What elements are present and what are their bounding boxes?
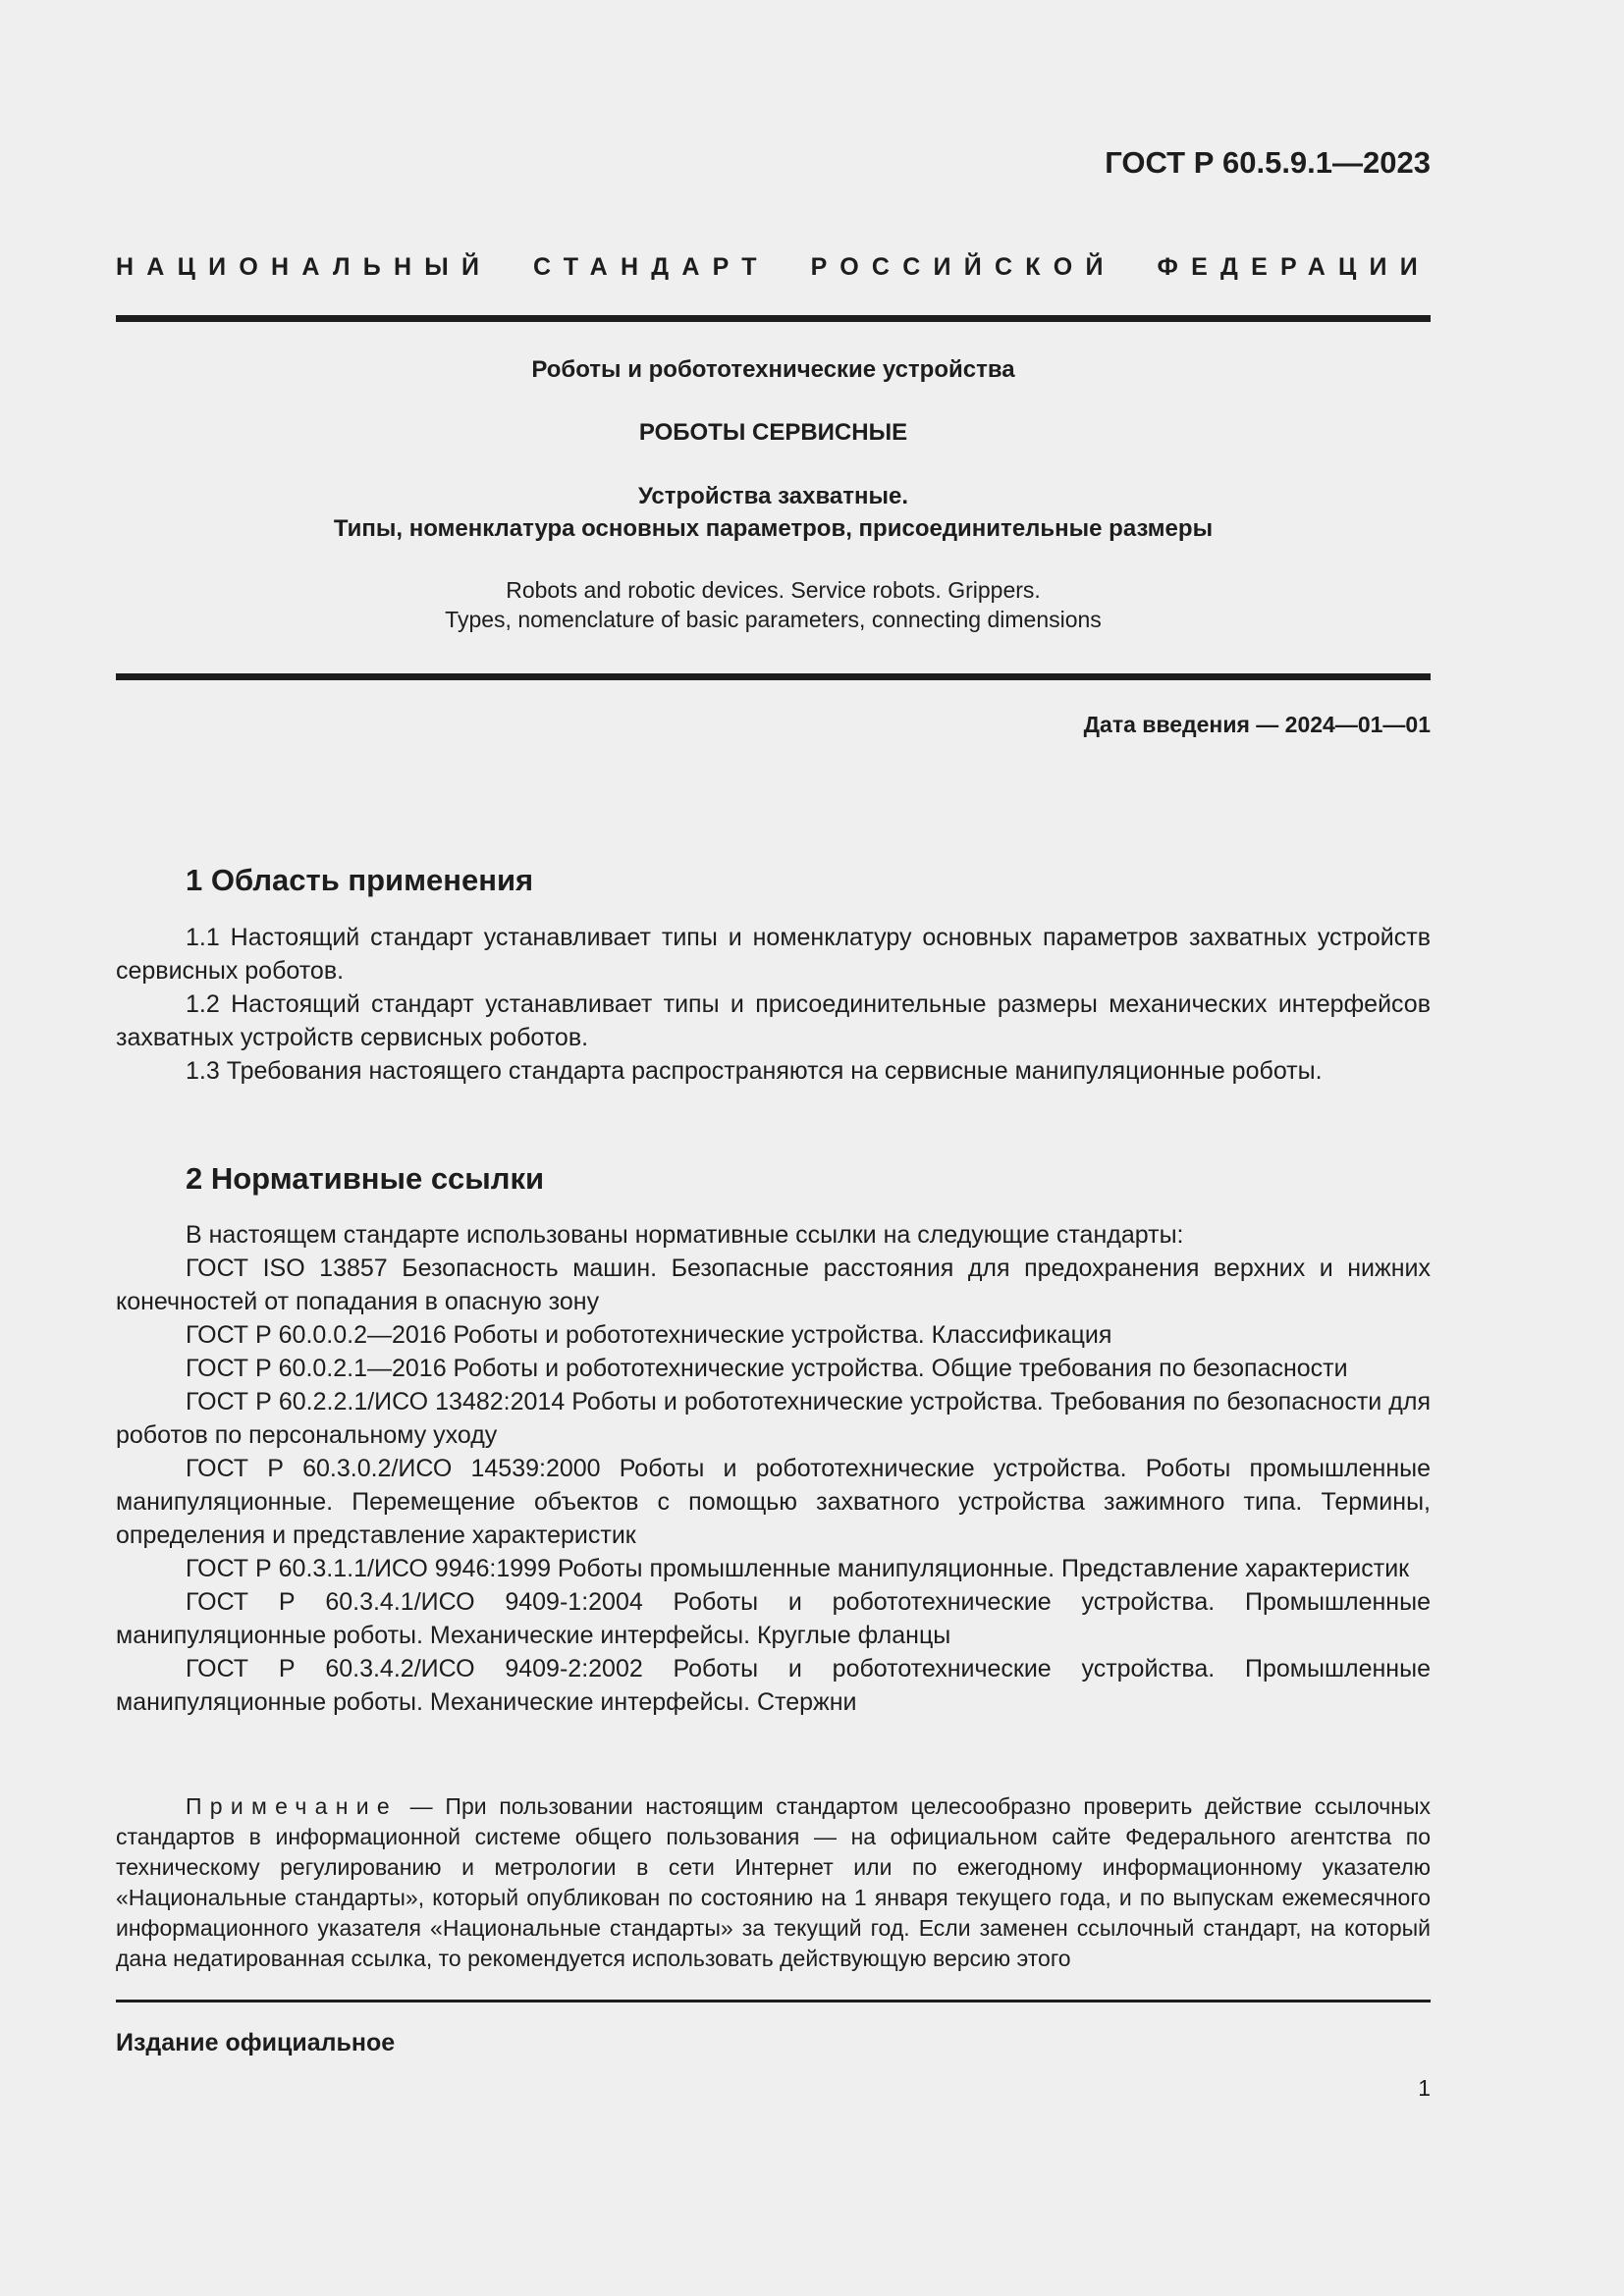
section1-body xyxy=(116,921,1431,1088)
section2-heading: 2 Нормативные ссылки xyxy=(186,1161,545,1196)
title-en-line1: Robots and robotic devices. Service robots. Grippers. xyxy=(506,577,1041,603)
note-text: — При пользовании настоящим стандартом целесообразно проверить действие ссылочных стандартов в информационной системе общего пользования — на официальном сайте Федерального агентства по техническому регулированию и метрологии в сети Интернет или по ежегодному информационному указателю «Национальные стандарты», который опубликован по состоянию на 1 января текущего года, и по выпускам ежемесячного информационного указателя «Национальные стандарты» за текущий год. Если заменен ссылочный стандарт, на который дана недатированная ссылка, то рекомендуется использовать действующую версию этого xyxy=(116,1793,1431,1971)
paragraph: 1.2 Настоящий стандарт устанавливает типы и присоединительные размеры механических интерфейсов захватных устройств сервисных роботов. xyxy=(116,990,1431,1051)
edition-label: Издание официальное xyxy=(116,2029,396,2056)
paragraph: 1.3 Требования настоящего стандарта распространяются на сервисные манипуляционные роботы. xyxy=(186,1057,1323,1085)
reference-item: ГОСТ Р 60.0.0.2—2016 Роботы и робототехнические устройства. Классификация xyxy=(186,1321,1112,1349)
doc-number: ГОСТ Р 60.5.9.1—2023 xyxy=(1105,145,1431,180)
title-main: РОБОТЫ СЕРВИСНЫЕ xyxy=(638,419,908,446)
title-divider xyxy=(116,673,1431,680)
title-sub-line2: Типы, номенклатура основных параметров, присоединительные размеры xyxy=(333,515,1214,542)
page-number: 1 xyxy=(1418,2075,1431,2101)
title-series: Роботы и робототехнические устройства xyxy=(531,356,1015,383)
reference-item: ГОСТ Р 60.3.1.1/ИСО 9946:1999 Роботы промышленные манипуляционные. Представление характеристик xyxy=(186,1555,1410,1582)
section1-heading: 1 Область применения xyxy=(186,863,534,897)
reference-item: ГОСТ Р 60.3.4.2/ИСО 9409-2:2002 Роботы и робототехнические устройства. Промышленные манипуляционные роботы. Механические интерфейсы. Стержни xyxy=(116,1655,1431,1716)
reference-item: ГОСТ Р 60.3.0.2/ИСО 14539:2000 Роботы и робототехнические устройства. Роботы промышленные манипуляционные. Перемещение объектов с помощью захватного устройства зажимного типа. Термины, определения и представление характеристик xyxy=(116,1455,1431,1549)
national-standard-caption: НАЦИОНАЛЬНЫЙ СТАНДАРТ РОССИЙСКОЙ ФЕДЕРАЦИИ xyxy=(116,253,1431,281)
reference-item: ГОСТ Р 60.0.2.1—2016 Роботы и робототехнические устройства. Общие требования по безопасности xyxy=(186,1355,1348,1382)
section2-body xyxy=(116,1218,1431,1719)
intro-date: Дата введения — 2024—01—01 xyxy=(1083,712,1431,737)
paragraph: 1.1 Настоящий стандарт устанавливает типы и номенклатуру основных параметров захватных устройств сервисных роботов. xyxy=(116,924,1431,985)
title-sub-line1: Устройства захватные. xyxy=(637,483,908,509)
references-note xyxy=(116,1791,1431,1974)
references-intro: В настоящем стандарте использованы нормативные ссылки на следующие стандарты: xyxy=(186,1221,1184,1249)
footer-divider xyxy=(116,2000,1431,2002)
reference-item: ГОСТ ISO 13857 Безопасность машин. Безопасные расстояния для предохранения верхних и нижних конечностей от попадания в опасную зону xyxy=(116,1255,1431,1315)
note-label: Примечание xyxy=(186,1793,398,1819)
reference-item: ГОСТ Р 60.3.4.1/ИСО 9409-1:2004 Роботы и робототехнические устройства. Промышленные манипуляционные роботы. Механические интерфейсы. Круглые фланцы xyxy=(116,1588,1431,1649)
title-en-line2: Types, nomenclature of basic parameters, connecting dimensions xyxy=(445,607,1102,632)
reference-item: ГОСТ Р 60.2.2.1/ИСО 13482:2014 Роботы и робототехнические устройства. Требования по безопасности для роботов по персональному уходу xyxy=(116,1388,1431,1449)
top-divider xyxy=(116,315,1431,322)
